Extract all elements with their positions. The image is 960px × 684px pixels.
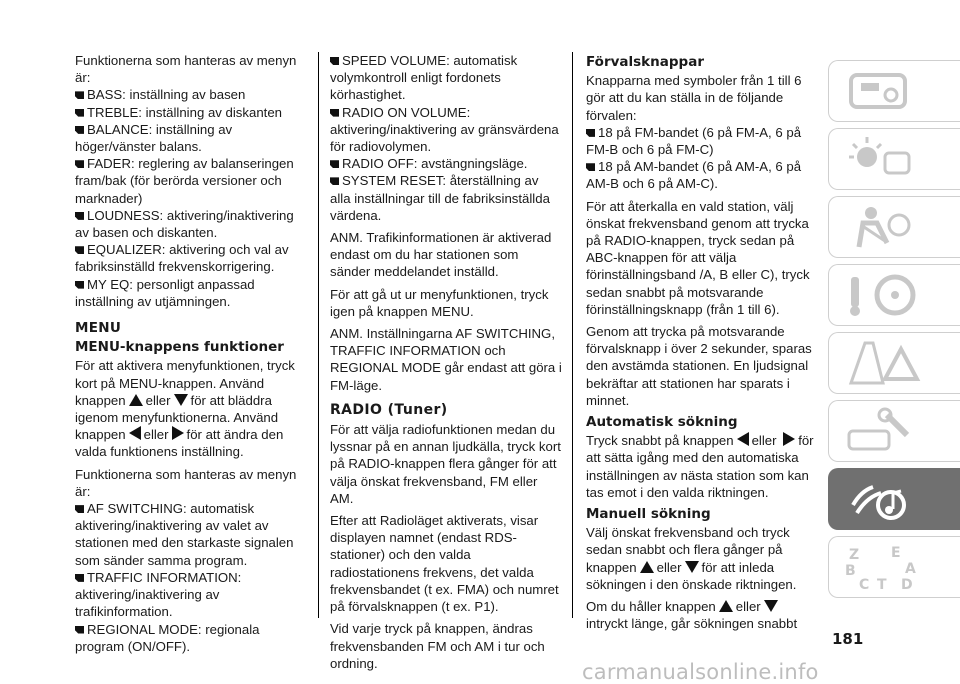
tab-multimedia[interactable] [828, 468, 960, 530]
bullet-icon [75, 574, 84, 582]
road-warning-icon [843, 339, 933, 387]
paragraph: Genom att trycka på motsvarande förvalsknapp i över 2 sekunder, sparas den avstämda stationen. En ljudsignal bekräftar att stationen har sparats i minnet. [586, 324, 812, 408]
list-item: TREBLE: inställning av diskanten [75, 104, 297, 121]
paragraph: Funktionerna som hanteras av menyn är: [75, 466, 297, 499]
bullet-icon [75, 160, 84, 168]
bullet-icon [75, 246, 84, 254]
list-item: LOUDNESS: aktivering/inaktivering av basen och diskanten. [75, 207, 294, 241]
tab-dashboard[interactable] [828, 60, 960, 122]
car-dashboard-icon [843, 67, 933, 115]
tab-starting-driving[interactable] [828, 264, 960, 326]
bullet-list-presets [586, 124, 816, 193]
paragraph: För att återkalla en vald station, välj önskat frekvensband genom att trycka på RADIO-knappen, tryck sedan på ABC-knappen för att välja förinställningsband /A, B eller C), tryck sedan snabbt på motsvarande förinställningsknapp (från 1 till 6). [586, 198, 810, 317]
paragraph: Funktionerna som hanteras av menyn är: [75, 53, 297, 86]
subheading-manual-search: Manuell sökning [586, 506, 711, 523]
bullet-icon [330, 177, 339, 185]
warning-lights-icon [843, 135, 933, 183]
bullet-icon [330, 160, 339, 168]
arrow-down-icon [174, 394, 188, 406]
tab-service[interactable] [828, 400, 960, 462]
bullet-icon [75, 505, 84, 513]
text-column-1 [75, 52, 297, 655]
paragraph: Efter att Radioläget aktiverats, visar displayen namnet (endast RDS-stationer) och den valda radiostationens frekvens, det valda frekvensbandet (t ex. FMA) och numret på förvalsknappen (t ex. P1). [330, 513, 559, 615]
column-divider [318, 52, 319, 618]
bullet-icon [330, 57, 339, 65]
list-item: TRAFFIC INFORMATION: aktivering/inaktivering av trafikinformation. [75, 569, 242, 620]
svg-text:T: T [877, 577, 887, 591]
seatbelt-airbag-icon [843, 203, 933, 251]
svg-text:E: E [891, 545, 901, 561]
list-item: 18 på AM-bandet (6 på AM-A, 6 på AM-B och 6 på AM-C). [586, 159, 802, 192]
list-item: SPEED VOLUME: automatisk volymkontroll enligt fordonets körhastighet. [330, 53, 518, 103]
svg-text:C: C [859, 577, 870, 591]
bullet-icon [75, 109, 84, 117]
bullet-icon [75, 126, 84, 134]
bullet-icon [586, 163, 595, 171]
index-letters-icon [843, 543, 933, 591]
arrow-down-icon [764, 600, 778, 612]
paragraph: Vid varje tryck på knappen, ändras frekvensbanden FM och AM i tur och ordning. [330, 621, 545, 671]
list-item: RADIO OFF: avstängningsläge. [330, 155, 562, 172]
watermark: carmanualsonline.info [582, 660, 819, 684]
chapter-tabs [828, 60, 960, 604]
tab-emergency[interactable] [828, 332, 960, 394]
paragraph-menu-usage: För att aktivera menyfunktionen, tryck kort på MENU-knappen. Använd knappen eller för att bläddra igenom menyfunktionerna. Använd knappen eller för att ändra den valda funktionens inställning. [75, 358, 295, 460]
bullet-icon [75, 626, 84, 634]
arrow-down-icon [685, 561, 699, 573]
multimedia-music-icon [843, 475, 933, 523]
text-column-2 [330, 52, 562, 677]
list-item: FADER: reglering av balanseringen fram/bak (för berörda versioner och marknader) [75, 156, 294, 206]
bullet-list-settings [330, 52, 562, 224]
paragraph: För att välja radiofunktionen medan du lyssnar på en annan ljudkälla, tryck kort på RADIO-knappen flera gånger för att välja önskat frekvensband, FM eller AM. [330, 422, 561, 506]
text-column-3 [586, 52, 816, 638]
bullet-icon [75, 281, 84, 289]
arrow-right-icon [172, 426, 184, 440]
steering-wheel-key-icon [843, 271, 933, 319]
page-number: 181 [832, 630, 864, 648]
column-divider [572, 52, 573, 618]
list-item: MY EQ: personligt anpassad inställning av utjämningen. [75, 276, 255, 309]
arrow-left-icon [129, 426, 141, 440]
subheading-automatic-search: Automatisk sökning [586, 414, 738, 431]
tab-index[interactable] [828, 536, 960, 598]
bullet-icon [586, 129, 595, 137]
svg-text:B: B [845, 563, 856, 579]
list-item: BALANCE: inställning av höger/vänster balans. [75, 121, 233, 155]
list-item: SYSTEM RESET: återställning av alla inställningar till de fabriksinställda värdena. [330, 173, 550, 223]
bullet-icon [75, 212, 84, 220]
paragraph-manual-search: Välj önskat frekvensband och tryck sedan snabbt och flera gånger på knappen eller för att inleda sökningen i den önskade riktningen. [586, 525, 797, 592]
note-paragraph: ANM. Inställningarna AF SWITCHING, TRAFFIC INFORMATION och REGIONAL MODE går endast att göra i FM-läge. [330, 326, 562, 393]
list-item: BASS: inställning av basen [75, 86, 297, 103]
bullet-list-menu [75, 500, 297, 655]
bullet-icon [75, 91, 84, 99]
svg-text:A: A [905, 561, 916, 577]
arrow-right-icon [783, 432, 795, 446]
arrow-up-icon [129, 394, 143, 406]
arrow-left-icon [737, 432, 749, 446]
tab-safety[interactable] [828, 196, 960, 258]
svg-text:Z: Z [849, 547, 860, 563]
bullet-icon [330, 109, 339, 117]
svg-text:D: D [901, 577, 913, 591]
wrench-service-icon [843, 407, 933, 455]
paragraph: Knapparna med symboler från 1 till 6 gör att du kan ställa in de följande förvalen: [586, 73, 802, 123]
list-item: AF SWITCHING: automatisk aktivering/inaktivering av valet av stationen med den starkaste signalen som sänder samma program. [75, 501, 294, 568]
section-heading-radio: RADIO (Tuner) [330, 401, 448, 418]
note-paragraph: ANM. Trafikinformationen är aktiverad endast om du har stationen som sänder meddelandet inställd. [330, 230, 552, 280]
section-heading-menu: MENU [75, 320, 122, 337]
arrow-up-icon [719, 600, 733, 612]
list-item: REGIONAL MODE: regionala program (ON/OFF). [75, 621, 260, 654]
paragraph: För att gå ut ur menyfunktionen, tryck igen på knappen MENU. [330, 286, 549, 319]
list-item: 18 på FM-bandet (6 på FM-A, 6 på FM-B och 6 på FM-C) [586, 124, 802, 158]
paragraph-automatic-search: Tryck snabbt på knappen eller för att sätta igång med den automatiska inställningen av nästa station som kan tas emot i den valda riktningen. [586, 433, 814, 500]
tab-warning-lights[interactable] [828, 128, 960, 190]
subheading-menu-button: MENU-knappens funktioner [75, 339, 284, 356]
list-item: EQUALIZER: aktivering och val av fabriksinställd frekvenskorrigering. [75, 242, 289, 275]
arrow-up-icon [640, 561, 654, 573]
bullet-list-audio [75, 86, 297, 310]
subheading-preset-buttons: Förvalsknappar [586, 54, 704, 70]
list-item: RADIO ON VOLUME: aktivering/inaktivering av gränsvärdena för radiovolymen. [330, 104, 559, 155]
paragraph-fast-search: Om du håller knappen ellerintryckt länge, går sökningen snabbt [586, 599, 798, 632]
